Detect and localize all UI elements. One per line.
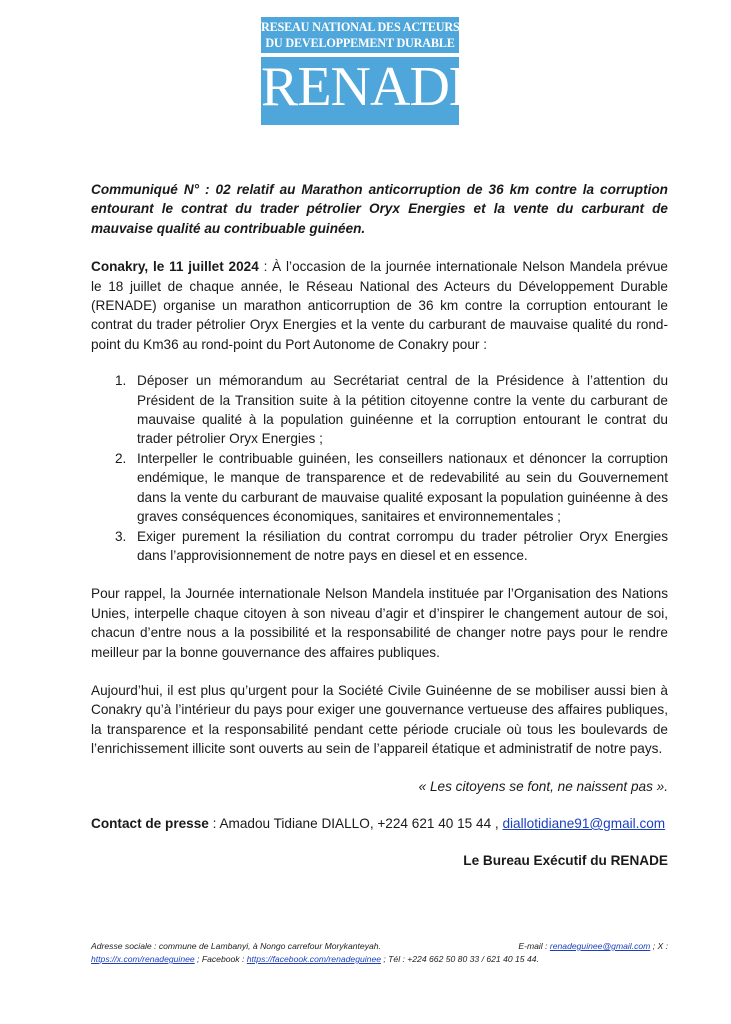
call-to-action-paragraph: Aujourd’hui, il est plus qu’urgent pour la Société Civile Guinéenne de se mobiliser aussi bien à Conakry qu’à l’intérieur du pays pour exiger une gouvernance vertueuse des affaires publiques, la transparence et la responsabilité pendant cette période cruciale où tous les boulevards de l’enrichissement illicite sont ouverts au sein de l’appareil étatique et administratif de notre pays. xyxy=(91,682,668,757)
motto-quote: « Les citoyens se font, ne naissent pas ». xyxy=(418,778,668,794)
list-number: 2. xyxy=(115,450,127,466)
list-item-text: Déposer un mémorandum au Secrétariat central de la Présidence à l’attention du Président de la Transition suite à la pétition citoyenne contre la vente du carburant de mauvaise qualité à la population guinéenne et la corruption entourant le contrat du trader pétrolier Oryx Energies ; xyxy=(137,373,668,447)
list-item-text: Exiger purement la résiliation du contrat corrompu du trader pétrolier Oryx Energies dans l’approvisionnement de notre pays en diesel et en essence. xyxy=(137,528,668,563)
footer-phone: ; Tél : +224 662 50 80 33 / 621 40 15 44. xyxy=(381,954,539,964)
footer-email-link[interactable]: renadeguinee@gmail.com xyxy=(549,941,651,951)
list-number: 3. xyxy=(115,528,127,544)
list-number: 1. xyxy=(115,373,127,389)
footer-email-label: E-mail : xyxy=(518,941,550,951)
footer-x-label: ; X : xyxy=(650,941,668,951)
document-body xyxy=(91,180,668,871)
press-contact xyxy=(91,814,668,833)
dateline: Conakry, le 11 juillet 2024 xyxy=(91,259,259,275)
reminder-paragraph: Pour rappel, la Journée internationale Nelson Mandela instituée par l’Organisation des Nations Unies, interpelle chaque citoyen à son niveau d’agir et d’inspirer le changement autour de soi, chacun d’entre nous a la possibilité et la responsabilité de changer notre pays pour le rendre meilleur par la bonne gouvernance des affaires publiques. xyxy=(91,586,668,660)
signature: Le Bureau Exécutif du RENADE xyxy=(463,853,668,869)
list-item xyxy=(91,527,668,566)
footer-facebook-link[interactable]: https://facebook.com/renadeguinee xyxy=(246,954,381,964)
contact-email-link[interactable]: diallotidiane91@gmail.com xyxy=(502,815,666,831)
footer xyxy=(91,940,668,966)
footer-facebook-label: ; Facebook : xyxy=(194,954,247,964)
contact-label: Contact de presse xyxy=(91,815,209,831)
list-item xyxy=(91,371,668,449)
logo-line-2: DU DEVELOPPEMENT DURABLE xyxy=(265,36,455,50)
objectives-list xyxy=(91,371,668,565)
renade-logo xyxy=(261,17,483,125)
communique-title: Communiqué N° : 02 relatif au Marathon anticorruption de 36 km contre la corruption entourant le contrat du trader pétrolier Oryx Energies et la vente du carburant de mauvaise qualité au contribuable guinéen. xyxy=(91,182,668,236)
logo-acronym: RENADE xyxy=(261,57,459,125)
intro-text: : À l’occasion de la journée internationale Nelson Mandela prévue le 18 juillet de chaque année, le Réseau National des Acteurs du Développement Durable (RENADE) organise un marathon anticorruption de 36 km contre la corruption entourant le contrat du trader pétrolier Oryx Energies et la vente du carburant de mauvaise qualité du rond-point du Km36 au rond-point du Port Autonome de Conakry pour : xyxy=(91,259,668,352)
intro-paragraph xyxy=(91,257,668,354)
contact-details: : Amadou Tidiane DIALLO, +224 621 40 15 44 , xyxy=(208,815,503,831)
footer-address: Adresse sociale : commune de Lambanyi, à Nongo carrefour Morykanteyah. xyxy=(91,941,381,951)
logo-subtitle xyxy=(261,17,459,53)
footer-x-link[interactable]: https://x.com/renadeguinee xyxy=(91,954,195,964)
list-item xyxy=(91,449,668,527)
list-item-text: Interpeller le contribuable guinéen, les conseillers nationaux et dénoncer la corruption endémique, le manque de transparence et de redevabilité au sein du Gouvernement dans la vente du carburant de mauvaise qualité exposant la population guinéenne à des graves conséquences économiques, sanitaires et environnementales ; xyxy=(137,450,668,525)
logo-line-1: RESEAU NATIONAL DES ACTEURS xyxy=(261,20,460,34)
